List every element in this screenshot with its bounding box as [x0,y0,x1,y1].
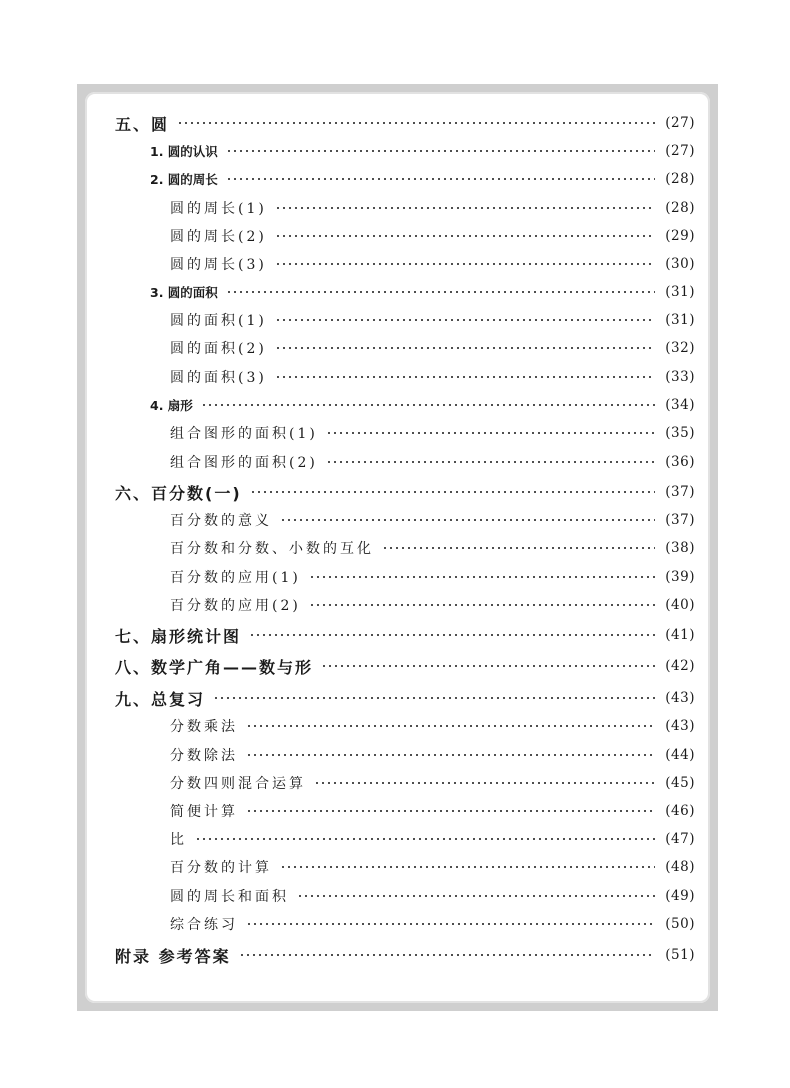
toc-page-number: (46) [665,803,695,819]
toc-row[interactable] [170,365,695,389]
toc-row[interactable] [115,943,695,967]
dot-leader [226,291,655,293]
toc-row[interactable] [170,912,695,936]
dot-leader [297,895,655,897]
toc-row[interactable] [115,654,695,678]
toc-row[interactable] [150,139,695,163]
toc-row[interactable] [170,196,695,220]
toc-page-number: (30) [665,256,695,272]
dot-leader [177,122,655,124]
toc-page-number: (31) [665,284,695,300]
dot-leader [246,754,655,756]
toc-page-number: (50) [665,916,695,932]
toc-entry-title: 2. 圆的周长 [150,172,218,187]
toc-page-number: (43) [665,718,695,734]
toc-row[interactable] [170,252,695,276]
toc-page-number: (28) [665,200,695,216]
toc-page-number: (37) [665,484,695,500]
toc-page-number: (39) [665,569,695,585]
toc-row[interactable] [170,508,695,532]
dot-leader [246,810,655,812]
toc-entry-title: 简便计算 [170,804,238,820]
toc-page-number: (49) [665,888,695,904]
toc-entry-title: 圆的面积(3) [170,370,267,386]
toc-page-number: (41) [665,627,695,643]
toc-entry-title: 百分数和分数、小数的互化 [170,541,374,557]
toc-entry-title: 圆的周长(2) [170,229,267,245]
dot-leader [213,697,655,699]
dot-leader [275,347,655,349]
dot-leader [326,432,655,434]
toc-row[interactable] [170,743,695,767]
toc-entry-title: 八、数学广角——数与形 [115,657,314,677]
toc-entry-title: 4. 扇形 [150,398,193,413]
toc-entry-title: 3. 圆的面积 [150,285,218,300]
toc-row[interactable] [170,536,695,560]
toc-page-number: (51) [665,947,695,963]
toc-page-number: (45) [665,775,695,791]
toc-page-number: (40) [665,597,695,613]
toc-entry-title: 七、扇形统计图 [115,626,242,646]
toc-row[interactable] [170,799,695,823]
toc-page-number: (27) [665,143,695,159]
toc-page-number: (48) [665,859,695,875]
toc-entry-title: 比 [170,832,187,848]
toc-entry-title: 组合图形的面积(1) [170,426,318,442]
toc-row[interactable] [150,167,695,191]
toc-entry-title: 分数乘法 [170,719,238,735]
toc-page-number: (28) [665,171,695,187]
toc-row[interactable] [150,280,695,304]
dot-leader [246,923,655,925]
dot-leader [275,263,655,265]
toc-row[interactable] [170,855,695,879]
toc-page-number: (31) [665,312,695,328]
dot-leader [246,725,655,727]
toc-page-number: (27) [665,115,695,131]
toc-entry-title: 圆的周长(1) [170,201,267,217]
toc-row[interactable] [170,224,695,248]
dot-leader [326,461,655,463]
dot-leader [249,634,655,636]
toc-entry-title: 综合练习 [170,917,238,933]
toc-row[interactable] [170,450,695,474]
toc-entry-title: 分数四则混合运算 [170,776,306,792]
toc-row[interactable] [170,565,695,589]
toc-row[interactable] [115,686,695,710]
toc-entry-title: 百分数的应用(2) [170,598,301,614]
dot-leader [280,519,655,521]
toc-page-number: (37) [665,512,695,528]
toc-entry-title: 圆的周长和面积 [170,889,289,905]
dot-leader [309,604,655,606]
toc-row[interactable] [115,480,695,504]
toc-page-number: (33) [665,369,695,385]
toc-entry-title: 六、百分数(一) [115,483,242,503]
toc-row[interactable] [170,336,695,360]
toc-row[interactable] [115,111,695,135]
toc-entry-title: 1. 圆的认识 [150,144,218,159]
toc-row[interactable] [170,827,695,851]
dot-leader [382,547,655,549]
toc-page-number: (38) [665,540,695,556]
toc-row[interactable] [170,771,695,795]
dot-leader [275,376,655,378]
toc-entry-title: 附录 参考答案 [115,946,231,966]
toc-page-number: (44) [665,747,695,763]
toc-page-number: (34) [665,397,695,413]
toc-entry-title: 百分数的计算 [170,860,272,876]
dot-leader [275,319,655,321]
toc-entry-title: 圆的面积(2) [170,341,267,357]
dot-leader [195,838,655,840]
toc-entry-title: 百分数的意义 [170,513,272,529]
dot-leader [280,866,655,868]
toc-page-number: (43) [665,690,695,706]
dot-leader [201,404,655,406]
toc-page-number: (29) [665,228,695,244]
toc-page-number: (35) [665,425,695,441]
toc-page-number: (47) [665,831,695,847]
toc-page-number: (32) [665,340,695,356]
toc-entry-title: 圆的面积(1) [170,313,267,329]
dot-leader [250,491,655,493]
dot-leader [226,178,655,180]
toc-entry-title: 组合图形的面积(2) [170,455,318,471]
dot-leader [275,235,655,237]
dot-leader [275,207,655,209]
toc-row[interactable] [170,884,695,908]
toc-row[interactable] [150,393,695,417]
toc-row[interactable] [170,714,695,738]
toc-page-number: (36) [665,454,695,470]
dot-leader [239,954,655,956]
toc-entry-title: 圆的周长(3) [170,257,267,273]
toc-row[interactable] [170,421,695,445]
toc-entry-title: 五、圆 [115,114,170,134]
toc-entry-title: 九、总复习 [115,689,206,709]
dot-leader [226,150,655,152]
toc-entry-title: 分数除法 [170,748,238,764]
toc-entry-title: 百分数的应用(1) [170,570,301,586]
toc-page-number: (42) [665,658,695,674]
toc-row[interactable] [170,593,695,617]
dot-leader [314,782,655,784]
dot-leader [309,576,655,578]
toc-row[interactable] [115,623,695,647]
dot-leader [321,665,655,667]
toc-row[interactable] [170,308,695,332]
